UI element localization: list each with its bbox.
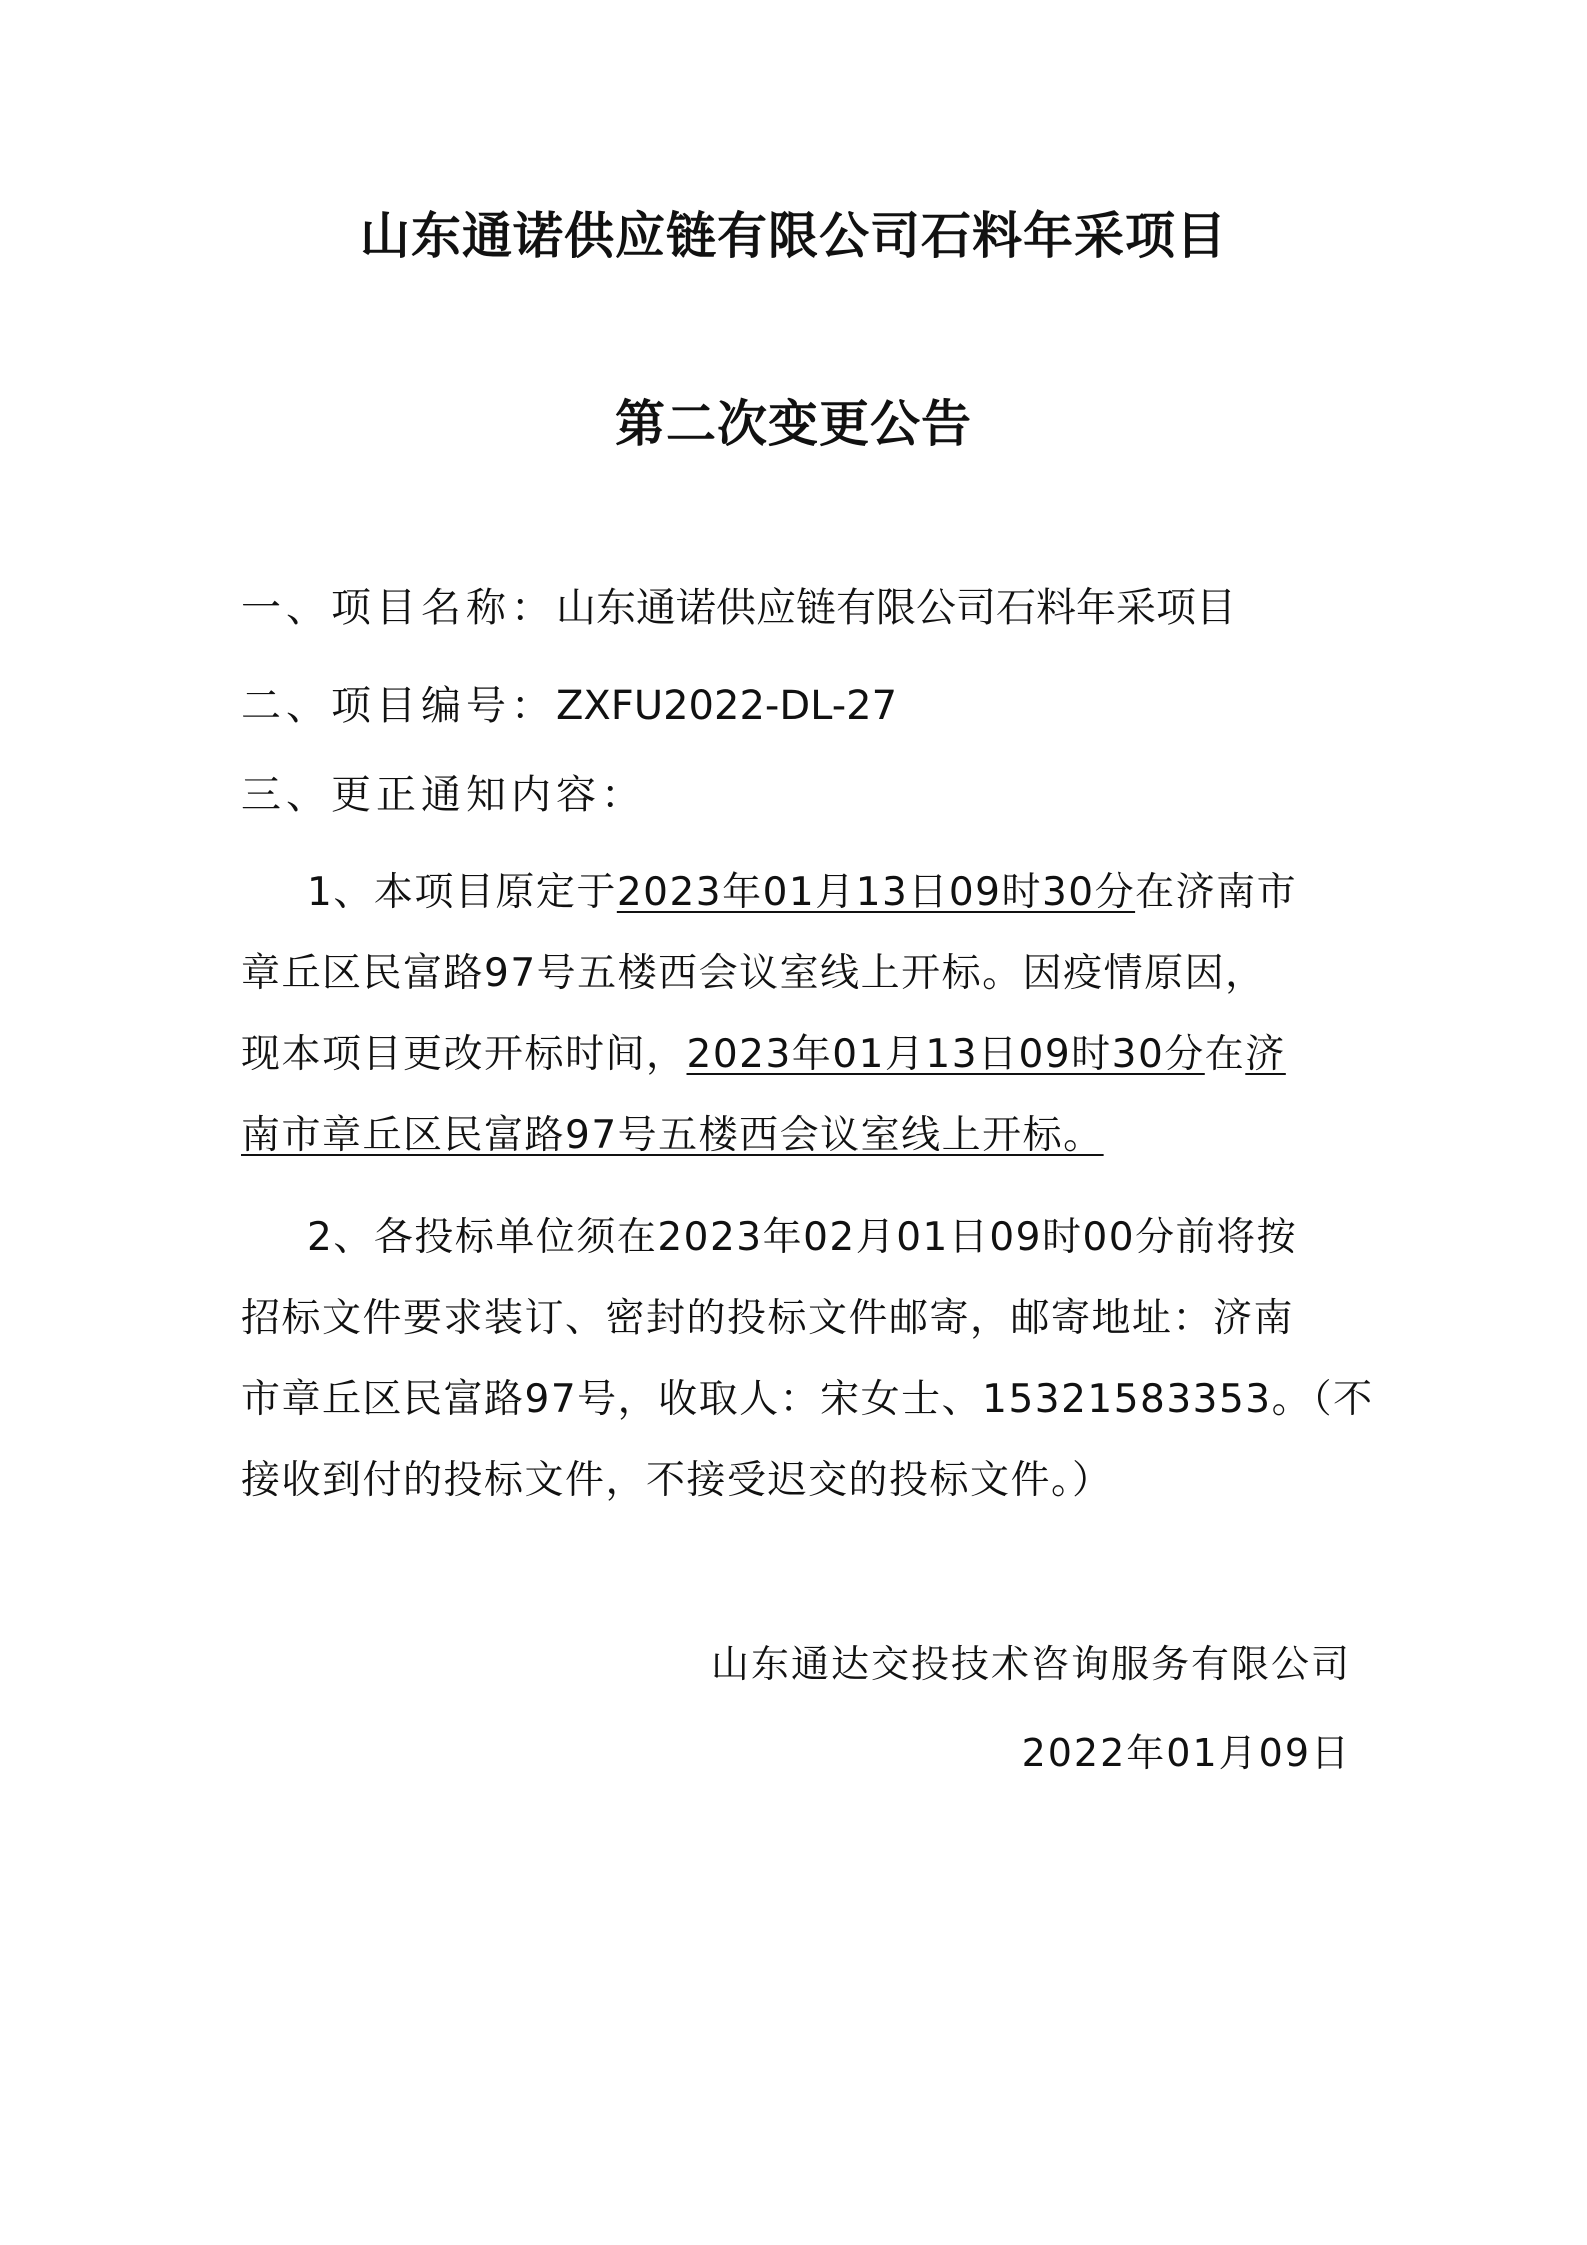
signature-company: 山东通达交投技术咨询服务有限公司 [710, 1642, 1351, 1686]
paragraph-1-line-3-prefix: 现本项目更改开标时间， [241, 1032, 687, 1077]
project-number-label: 二、项目编号： [241, 683, 556, 729]
paragraph-2-line-1: 2、各投标单位须在2023年02月01日09时00分前将按 [307, 1215, 1298, 1260]
project-name-label: 一、项目名称： [241, 585, 556, 631]
project-number-line [241, 682, 897, 730]
paragraph-2-line-4: 接收到付的投标文件，不接受迟交的投标文件。） [241, 1458, 1113, 1503]
paragraph-1-line-4 [241, 1095, 1351, 1176]
signature-date: 2022年01月09日 [1021, 1731, 1351, 1775]
paragraph-1-line-3 [241, 1014, 1351, 1095]
document-title: 山东通诺供应链有限公司石料年采项目 [360, 207, 1227, 265]
new-opening-location: 南市章丘区民富路97号五楼西会议室线上开标。 [241, 1113, 1104, 1158]
original-opening-time: 2023年01月13日09时30分 [616, 870, 1136, 915]
project-number-value: ZXFU2022-DL-27 [556, 683, 898, 729]
paragraph-1-line-1 [241, 852, 1351, 933]
notice-content-heading [241, 771, 646, 819]
project-name-line [241, 584, 1236, 632]
paragraph-1-line-2: 章丘区民富路97号五楼西会议室线上开标。因疫情原因， [241, 951, 1266, 996]
notice-paragraph-1 [241, 852, 1351, 1176]
document-subtitle: 第二次变更公告 [615, 395, 972, 453]
paragraph-2-line-2: 招标文件要求装订、密封的投标文件邮寄，邮寄地址：济南 [241, 1296, 1295, 1341]
paragraph-2-line-3: 市章丘区民富路97号，收取人：宋女士、15321583353。（不 [241, 1377, 1374, 1422]
notice-paragraph-2 [241, 1197, 1374, 1521]
new-opening-time: 2023年01月13日09时30分 [686, 1032, 1205, 1077]
paragraph-1-line-3-mid: 在 [1204, 1032, 1246, 1077]
notice-content-label: 三、更正通知内容： [241, 772, 646, 818]
project-name-value: 山东通诺供应链有限公司石料年采项目 [556, 585, 1236, 631]
paragraph-1-line-1-prefix: 1、本项目原定于 [307, 870, 617, 915]
paragraph-1-line-3-underlined: 济 [1245, 1032, 1286, 1077]
paragraph-1-line-1-suffix: 在济南市 [1135, 870, 1298, 915]
